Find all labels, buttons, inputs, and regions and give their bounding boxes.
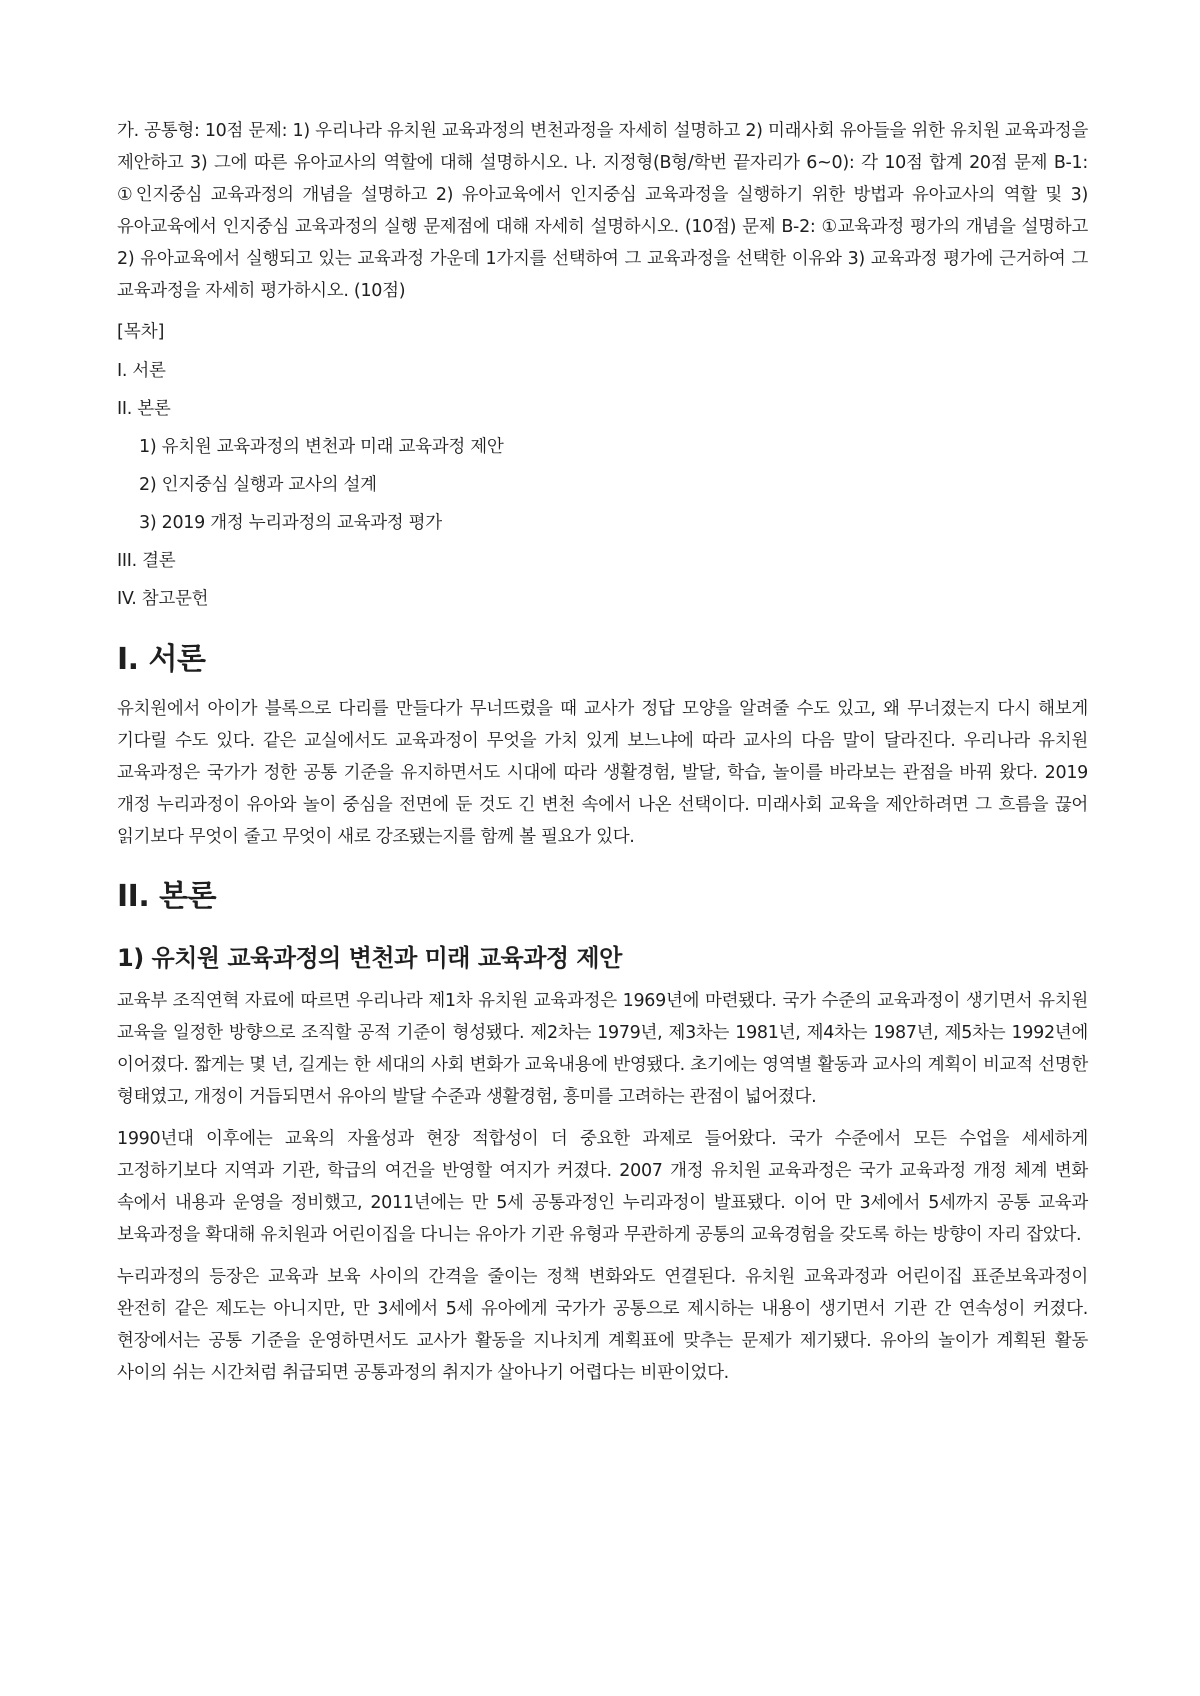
toc-item-conclusion: III. 결론 [117, 551, 176, 571]
toc-subitem-cognitive-curriculum: 2) 인지중심 실행과 교사의 설계 [139, 475, 377, 495]
body-paragraph: 1990년대 이후에는 교육의 자율성과 현장 적합성이 더 중요한 과제로 들어왔다. 국가 수준에서 모든 수업을 세세하게 고정하기보다 지역과 기관, 학급의 여건을 반영할 여지가 커졌다. 2007 개정 유치원 교육과정은 국가 교육과정 개정 체계 변화 속에서 내용과 운영을 정비했고, 2011년에는 만 5세 공통과정인 누리과정이 발표됐다. 이어 만 3세에서 5세까지 공통 교육과 보육과정을 확대해 유치원과 어린이집을 다니는 유아가 기관 유형과 무관하게 공통의 교육경험을 갖도록 하는 방향이 자리 잡았다. [117, 1129, 1088, 1245]
body-paragraph: 누리과정의 등장은 교육과 보육 사이의 간격을 줄이는 정책 변화와도 연결된다. 유치원 교육과정과 어린이집 표준보육과정이 완전히 같은 제도는 아니지만, 만 3세에서 5세 유아에게 국가가 공통으로 제시하는 내용이 생기면서 기관 간 연속성이 커졌다. 현장에서는 공통 기준을 운영하면서도 교사가 활동을 지나치게 계획표에 맞추는 문제가 제기됐다. 유아의 놀이가 계획된 활동 사이의 쉬는 시간처럼 취급되면 공통과정의 취지가 살아나기 어렵다는 비판이었다. [117, 1267, 1088, 1383]
toc-item-references: IV. 참고문헌 [117, 589, 209, 609]
introduction-paragraph: 유치원에서 아이가 블록으로 다리를 만들다가 무너뜨렸을 때 교사가 정답 모양을 알려줄 수도 있고, 왜 무너졌는지 다시 해보게 기다릴 수도 있다. 같은 교실에서도 교육과정이 무엇을 가치 있게 보느냐에 따라 교사의 다음 말이 달라진다. 우리나라 유치원 교육과정은 국가가 정한 공통 기준을 유지하면서도 시대에 따라 생활경험, 발달, 학습, 놀이를 바라보는 관점을 바꿔 왔다. 2019 개정 누리과정이 유아와 놀이 중심을 전면에 둔 것도 긴 변천 속에서 나온 선택이다. 미래사회 교육을 제안하려면 그 흐름을 끊어 읽기보다 무엇이 줄고 무엇이 새로 강조됐는지를 함께 볼 필요가 있다. [117, 699, 1088, 847]
table-of-contents [117, 321, 1088, 610]
toc-item-intro: I. 서론 [117, 361, 166, 381]
body-paragraph: 교육부 조직연혁 자료에 따르면 우리나라 제1차 유치원 교육과정은 1969년에 마련됐다. 국가 수준의 교육과정이 생기면서 유치원 교육을 일정한 방향으로 조직할 공적 기준이 형성됐다. 제2차는 1979년, 제3차는 1981년, 제4차는 1987년, 제5차는 1992년에 이어졌다. 짧게는 몇 년, 길게는 한 세대의 사회 변화가 교육내용에 반영됐다. 초기에는 영역별 활동과 교사의 계획이 비교적 선명한 형태였고, 개정이 거듭되면서 유아의 발달 수준과 생활경험, 흥미를 고려하는 관점이 넓어졌다. [117, 991, 1088, 1107]
section-heading-introduction: I. 서론 [117, 642, 206, 677]
toc-item-body: II. 본론 [117, 399, 171, 419]
toc-subitem-curriculum-history: 1) 유치원 교육과정의 변천과 미래 교육과정 제안 [139, 437, 504, 457]
section-heading-body: II. 본론 [117, 879, 217, 914]
assignment-prompt: 가. 공통형: 10점 문제: 1) 우리나라 유치원 교육과정의 변천과정을 자세히 설명하고 2) 미래사회 유아들을 위한 유치원 교육과정을 제안하고 3) 그에 따른 유아교사의 역할에 대해 설명하시오. 나. 지정형(B형/학번 끝자리가 6~0): 각 10점 합계 20점 문제 B-1: ①인지중심 교육과정의 개념을 설명하고 2) 유아교육에서 인지중심 교육과정을 실행하기 위한 방법과 유아교사의 역할 및 3) 유아교육에서 인지중심 교육과정의 실행 문제점에 대해 자세히 설명하시오. (10점) 문제 B-2: ①교육과정 평가의 개념을 설명하고 2) 유아교육에서 실행되고 있는 교육과정 가운데 1가지를 선택하여 그 교육과정을 선택한 이유와 3) 교육과정 평가에 근거하여 그 교육과정을 자세히 평가하시오. (10점) [117, 121, 1088, 301]
toc-title: [목차] [117, 322, 165, 342]
toc-list [117, 360, 1088, 610]
toc-subitem-nuri-evaluation: 3) 2019 개정 누리과정의 교육과정 평가 [139, 513, 442, 533]
subsection-heading-curriculum-history: 1) 유치원 교육과정의 변천과 미래 교육과정 제안 [117, 944, 622, 972]
